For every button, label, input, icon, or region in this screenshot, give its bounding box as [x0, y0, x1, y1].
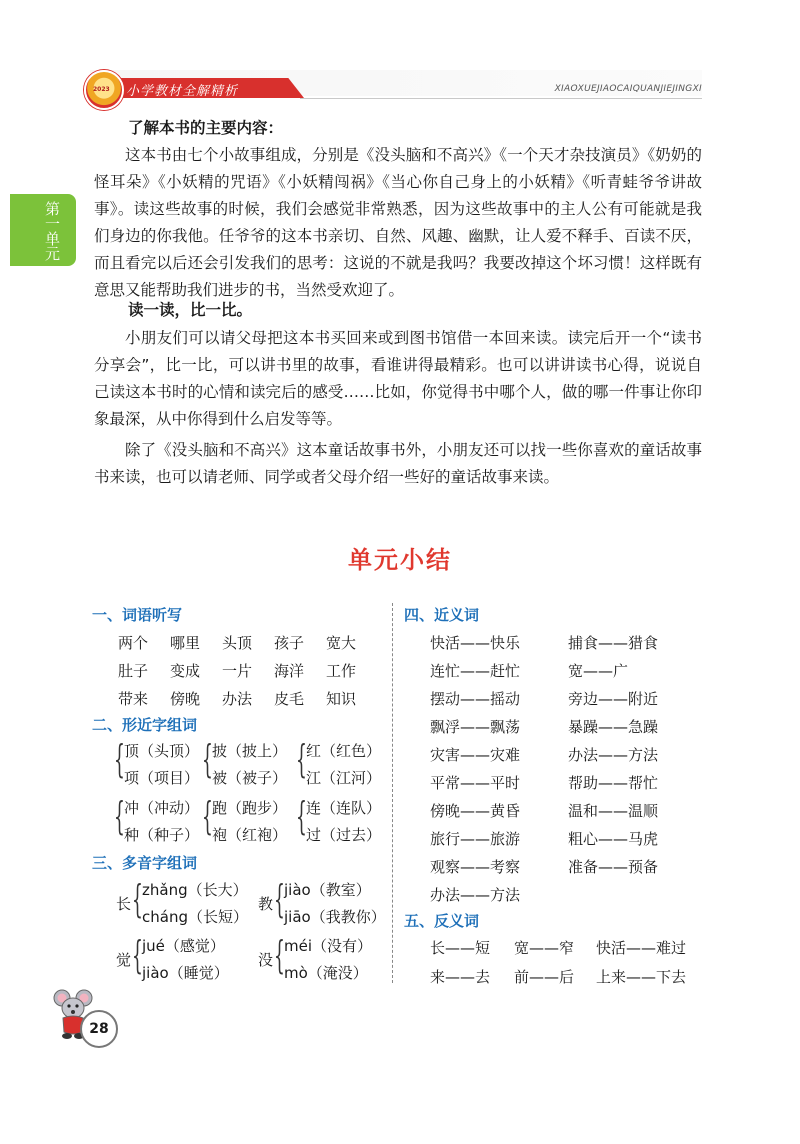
pinyin-word: zhǎng（长大） — [142, 881, 248, 899]
pinyin-word: mò（淹没） — [284, 964, 368, 982]
page-number: 28 — [80, 1010, 118, 1048]
unit-side-tab-label: 第一单元 — [43, 201, 61, 261]
brace-icon: { — [114, 794, 125, 838]
series-title: 小学教材全解精析 — [126, 84, 239, 99]
word: 傍晚 — [170, 690, 201, 708]
brace-icon: { — [202, 794, 213, 838]
synonym-pair: 旅行——旅游 — [430, 830, 521, 848]
word: 办法 — [222, 690, 253, 708]
word: 袍（红袍） — [212, 826, 288, 844]
word: 种（种子） — [124, 826, 200, 844]
word: 江（江河） — [306, 769, 382, 787]
pinyin-word: méi（没有） — [284, 937, 373, 955]
synonym-pair: 温和——温顺 — [568, 802, 659, 820]
synonym-pair: 观察——考察 — [430, 858, 521, 876]
synonym-pair: 帮助——帮忙 — [568, 774, 659, 792]
section-synonyms-title: 四、近义词 — [404, 606, 480, 624]
synonym-pair: 捕食——猎食 — [568, 634, 659, 652]
paragraph-content: 这本书由七个小故事组成，分别是《没头脑和不高兴》《一个天才杂技演员》《奶奶的怪耳朵》《小妖精的咒语》《小妖精闯祸》《当心你自己身上的小妖精》《听青蛙爷爷讲故事》。读这些故事的时候，我们会感觉非常熟悉，因为这些故事中的主人公有可能就是我们身边的你我他。任爷爷的这本书亲切、自然、风趣、幽默，让人爱不释手、百读不厌，而且看完以后还会引发我们的思考：这说的不就是我吗？我要改掉这个坏习惯！这样既有意思又能帮助我们进步的书，当然受欢迎了。 — [94, 146, 702, 299]
word: 哪里 — [170, 634, 201, 652]
header-rule — [300, 98, 702, 99]
pinyin-word: jiāo（我教你） — [284, 908, 386, 926]
section-heading-content: 了解本书的主要内容： — [128, 119, 284, 137]
word: 冲（冲动） — [124, 799, 200, 817]
paragraph-more-books: 除了《没头脑和不高兴》这本童话故事书外，小朋友还可以找一些你喜欢的童话故事书来读，也可以请老师、同学或者父母介绍一些好的童话故事来读。 — [94, 441, 702, 486]
section-similar-chars-title: 二、形近字组词 — [92, 716, 198, 734]
antonym-pair: 宽——窄 — [514, 939, 575, 957]
word: 两个 — [118, 634, 149, 652]
brace-icon: { — [132, 933, 143, 977]
brace-icon: { — [274, 933, 285, 977]
word: 被（被子） — [212, 769, 288, 787]
antonym-pair: 长——短 — [430, 939, 491, 957]
word: 工作 — [326, 662, 357, 680]
pinyin-word: jué（感觉） — [142, 937, 225, 955]
word: 孩子 — [274, 634, 305, 652]
word: 红（红色） — [306, 742, 382, 760]
word: 海洋 — [274, 662, 305, 680]
section-heading-read: 读一读，比一比。 — [128, 301, 253, 319]
synonym-pair: 粗心——马虎 — [568, 830, 659, 848]
word: 知识 — [326, 690, 357, 708]
word: 过（过去） — [306, 826, 382, 844]
section-dictation-title: 一、词语听写 — [92, 606, 183, 624]
word: 披（披上） — [212, 742, 288, 760]
polyphone-char: 教 — [258, 895, 274, 913]
synonym-pair: 快活——快乐 — [430, 634, 521, 652]
word: 一片 — [222, 662, 253, 680]
synonym-pair: 准备——预备 — [568, 858, 659, 876]
synonym-pair: 宽——广 — [568, 662, 629, 680]
synonym-pair: 飘浮——飘荡 — [430, 718, 521, 736]
logo-text: 2023 — [93, 86, 110, 93]
antonym-pair: 来——去 — [430, 968, 491, 986]
pinyin-word: jiào（教室） — [284, 881, 371, 899]
synonym-pair: 办法——方法 — [568, 746, 659, 764]
polyphone-char: 觉 — [116, 951, 132, 969]
brace-icon: { — [132, 877, 143, 921]
word: 带来 — [118, 690, 149, 708]
section-antonyms-title: 五、反义词 — [404, 912, 480, 930]
pinyin-word: cháng（长短） — [142, 908, 248, 926]
brace-icon: { — [114, 737, 125, 781]
word: 皮毛 — [274, 690, 305, 708]
word: 头顶 — [222, 634, 253, 652]
section-polyphone-title: 三、多音字组词 — [92, 854, 198, 872]
synonym-pair: 暴躁——急躁 — [568, 718, 659, 736]
unit-summary-title: 单元小结 — [348, 546, 452, 574]
brace-icon: { — [296, 794, 307, 838]
synonym-pair: 傍晚——黄昏 — [430, 802, 521, 820]
antonym-pair: 前——后 — [514, 968, 575, 986]
word: 连（连队） — [306, 799, 382, 817]
synonym-pair: 平常——平时 — [430, 774, 521, 792]
brace-icon: { — [274, 877, 285, 921]
paragraph-read: 小朋友们可以请父母把这本书买回来或到图书馆借一本回来读。读完后开一个“读书分享会”，比一比，可以讲书里的故事，看谁讲得最精彩。也可以讲讲读书心得，说说自己读这本书时的心情和读完后的感受……比如，你觉得书中哪个人，做的哪一件事让你印象最深，从中你得到什么启发等等。 — [94, 329, 702, 428]
column-divider — [392, 603, 393, 983]
word: 项（项目） — [124, 769, 200, 787]
word: 变成 — [170, 662, 201, 680]
synonym-pair: 摆动——摇动 — [430, 690, 521, 708]
word: 宽大 — [326, 634, 357, 652]
antonym-pair: 快活——难过 — [596, 939, 687, 957]
word: 肚子 — [118, 662, 149, 680]
polyphone-char: 长 — [116, 895, 132, 913]
antonym-pair: 上来——下去 — [596, 968, 687, 986]
word: 顶（头顶） — [124, 742, 200, 760]
polyphone-char: 没 — [258, 951, 274, 969]
word: 跑（跑步） — [212, 799, 288, 817]
synonym-pair: 办法——方法 — [430, 886, 521, 904]
series-title-latin: XIAOXUEJIAOCAIQUANJIEJINGXI — [554, 84, 702, 94]
synonym-pair: 连忙——赶忙 — [430, 662, 521, 680]
synonym-pair: 旁边——附近 — [568, 690, 659, 708]
synonym-pair: 灾害——灾难 — [430, 746, 521, 764]
pinyin-word: jiào（睡觉） — [142, 964, 229, 982]
brace-icon: { — [202, 737, 213, 781]
brace-icon: { — [296, 737, 307, 781]
